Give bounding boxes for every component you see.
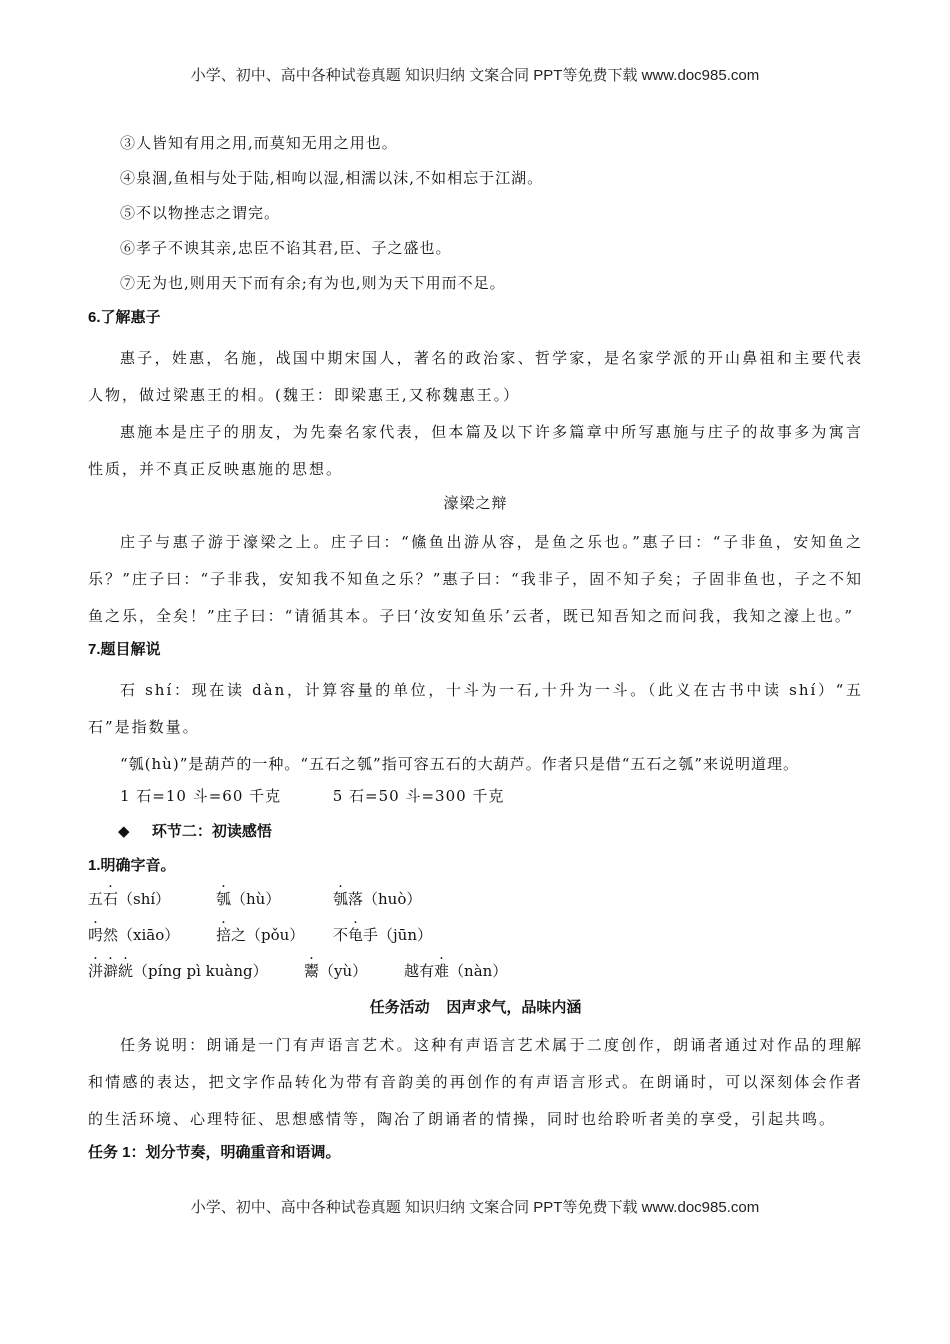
quote-3: ③人皆知有用之用,而莫知无用之用也。 [120,134,398,152]
pronounce-row-3 [88,960,863,982]
huizi-intro-paragraph: 惠子，姓惠，名施，战国中期宋国人，著名的政治家、哲学家，是名家学派的开山鼻祖和主要代表人物，做过梁惠王的相。(魏王：即梁惠王,又称魏惠王。） [88,349,863,404]
pronounce-item: 掊之（pǒu） [216,926,305,944]
page-footer: 小学、初中、高中各种试卷真题 知识归纳 文案合同 PPT等免费下载 www.doc985.com [190,1199,760,1216]
section-7-heading: 7.题目解说 [88,641,161,658]
page-content [88,132,863,1175]
pronounce-item: 五石（shí） [88,890,171,908]
task-1-heading: 任务 1：划分节奏，明确重音和语调。 [88,1144,341,1161]
conversion-5: 5 石=50 斗=300 千克 [332,787,505,805]
section-6-heading: 6.了解惠子 [88,309,161,326]
pronounce-item: 瓠落（huò） [333,890,422,908]
quote-4: ④泉涸,鱼相与处于陆,相呴以湿,相濡以沫,不如相忘于江湖。 [120,169,544,187]
hu-explanation-paragraph: “瓠(hù)”是葫芦的一种。“五石之瓠”指可容五石的大葫芦。作者只是借“五石之瓠”来说明道理。 [120,755,800,773]
pronounce-item: 越有难（nàn） [404,962,508,980]
page-header: 小学、初中、高中各种试卷真题 知识归纳 文案合同 PPT等免费下载 www.doc985.com [190,67,760,84]
task-description-paragraph: 任务说明：朗诵是一门有声语言艺术。这种有声语言艺术属于二度创作，朗诵者通过对作品的理解和情感的表达，把文字作品转化为带有音韵美的再创作的有声语言形式。在朗诵时，可以深刻体会作者的生活环境、心理特征、思想感情等，陶冶了朗诵者的情操，同时也给聆听者美的享受，引起共鸣。 [88,1036,863,1128]
huishi-note-paragraph: 惠施本是庄子的朋友，为先秦名家代表，但本篇及以下许多篇章中所写惠施与庄子的故事多为寓言性质，并不真正反映惠施的思想。 [88,423,863,478]
shi-explanation-paragraph: 石 shí：现在读 dàn，计算容量的单位，十斗为一石,十升为一斗。（此义在古书中读 shí）“五石”是指数量。 [88,681,863,736]
diamond-bullet-icon: ◆ [118,823,130,840]
section-2-label: 环节二：初读感悟 [151,823,272,840]
story-paragraph: 庄子与惠子游于濠梁之上。庄子曰：“鯈鱼出游从容，是鱼之乐也。”惠子曰：“子非鱼，安知鱼之乐？”庄子曰：“子非我，安知我不知鱼之乐？”惠子曰：“我非子，固不知子矣；子固非鱼也，子之不知鱼之乐，全矣！”庄子曰：“请循其本。子曰‘汝安知鱼乐’云者，既已知吾知之而问我，我知之濠上也。” [88,533,863,625]
task-activity-title: 任务活动 因声求气，品味内涵 [369,999,582,1016]
quote-5: ⑤不以物挫志之谓完。 [120,204,281,222]
pronounce-heading: 1.明确字音。 [88,857,176,874]
unit-conversion-line [88,785,863,807]
pronounce-item: 不龟手（jūn） [333,926,433,944]
pronounce-item: 瓠（hù） [216,890,281,908]
pronounce-item: 呺然（xiāo） [88,926,180,944]
pronounce-item: 洴澼絖（píng pì kuàng） [88,962,268,980]
story-title: 濠梁之辩 [443,494,508,512]
conversion-1: 1 石=10 斗=60 千克 [120,787,282,805]
section-2-heading [88,820,863,841]
pronounce-item: 鬻（yù） [304,962,368,980]
pronounce-row-2 [88,924,863,946]
quote-7: ⑦无为也,则用天下而有余;有为也,则为天下用而不足。 [120,274,506,292]
pronounce-row-1 [88,888,863,910]
quote-6: ⑥孝子不谀其亲,忠臣不谄其君,臣、子之盛也。 [120,239,452,257]
